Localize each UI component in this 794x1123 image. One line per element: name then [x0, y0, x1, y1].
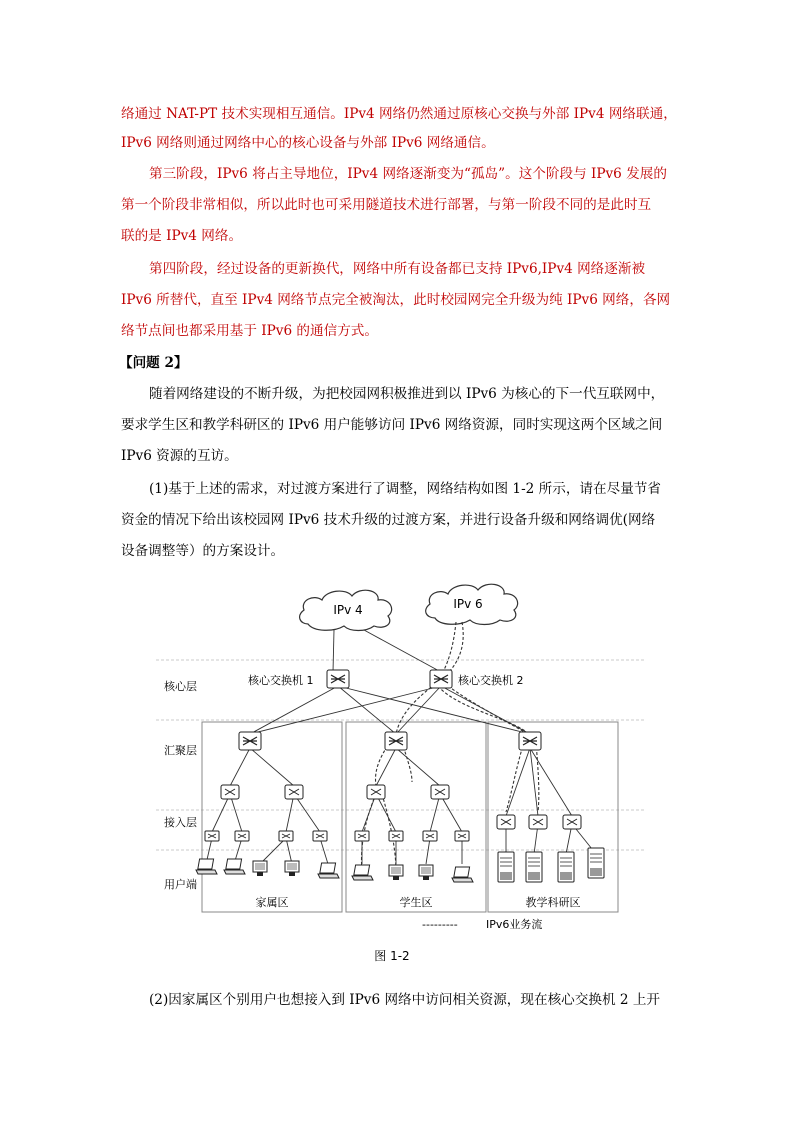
access-switch — [355, 831, 369, 841]
server-icon — [498, 852, 514, 882]
aggregation-switch-student — [385, 732, 407, 750]
paragraph-4-line-3: IPv6 资源的互访。 — [121, 448, 238, 464]
core-switch-2-label: 核心交换机 2 — [458, 674, 524, 687]
access-switch — [563, 815, 581, 829]
paragraph-6-line-1: (2)因家属区个别用户也想接入到 IPv6 网络中访问相关资源，现在核心交换机 2 上开 — [149, 992, 661, 1008]
paragraph-3-line-2: IPv6 所替代，直至 IPv4 网络节点完全被淘汰，此时校园网完全升级为纯 IPv6 网络，各网 — [121, 292, 671, 308]
distribution-switch — [221, 785, 239, 799]
aggregation-switch-research — [519, 732, 541, 750]
layer-core-label: 核心层 — [164, 680, 197, 693]
paragraph-2-line-2: 第一个阶段非常相似，所以此时也可采用隧道技术进行部署，与第一阶段不同的是此时互 — [121, 197, 652, 213]
paragraph-1-line-1: 络通过 NAT-PT 技术实现相互通信。IPv4 网络仍然通过原核心交换与外部 IPv4 网络联通， — [121, 106, 677, 122]
access-switch — [389, 831, 403, 841]
paragraph-5-line-2: 资金的情况下给出该校园网 IPv6 技术升级的过渡方案，并进行设备升级和网络调优(网络 — [121, 512, 656, 528]
question-2-heading: 【问题 2】 — [119, 355, 188, 371]
legend-label: IPv6业务流 — [486, 918, 543, 931]
layer-access-label: 接入层 — [164, 816, 197, 829]
server-icon — [526, 852, 542, 882]
paragraph-5-line-1: (1)基于上述的需求，对过渡方案进行了调整，网络结构如图 1-2 所示，请在尽量节省 — [149, 481, 661, 497]
area-research-label: 教学科研区 — [525, 896, 581, 909]
access-switch — [313, 831, 327, 841]
distribution-switch — [285, 785, 303, 799]
layer-user-label: 用户端 — [164, 878, 197, 891]
network-diagram-figure — [150, 572, 648, 972]
ipv6-cloud-label: IPv 6 — [453, 597, 483, 611]
legend-dashes: --------- — [422, 918, 458, 931]
aggregation-switch-family — [239, 732, 261, 750]
paragraph-2-line-1: 第三阶段，IPv6 将占主导地位，IPv4 网络逐渐变为“孤岛”。这个阶段与 IPv6 发展的 — [149, 166, 667, 182]
access-switch — [279, 831, 293, 841]
figure-caption: 图 1-2 — [374, 949, 410, 963]
server-icon — [588, 848, 604, 878]
layer-aggregation-label: 汇聚层 — [164, 744, 197, 757]
paragraph-2-line-3: 联的是 IPv4 网络。 — [121, 228, 243, 244]
paragraph-5-line-3: 设备调整等）的方案设计。 — [121, 543, 285, 559]
core-switch-1-label: 核心交换机 1 — [248, 674, 314, 687]
area-family-label: 家属区 — [255, 896, 289, 909]
access-switch — [455, 831, 469, 841]
access-switch — [423, 831, 437, 841]
paragraph-1-line-2: IPv6 网络则通过网络中心的核心设备与外部 IPv6 网络通信。 — [121, 135, 495, 151]
area-student-label: 学生区 — [399, 896, 433, 909]
ipv4-cloud-label: IPv 4 — [333, 603, 363, 617]
paragraph-3-line-1: 第四阶段，经过设备的更新换代，网络中所有设备都已支持 IPv6,IPv4 网络逐渐被 — [149, 261, 646, 277]
access-switch — [205, 831, 219, 841]
server-icon — [558, 852, 574, 882]
access-switch — [529, 815, 547, 829]
paragraph-4-line-1: 随着网络建设的不断升级，为把校园网积极推进到以 IPv6 为核心的下一代互联网中， — [149, 386, 665, 402]
access-switch — [497, 815, 515, 829]
access-switch — [235, 831, 249, 841]
paragraph-3-line-3: 络节点间也都采用基于 IPv6 的通信方式。 — [121, 323, 378, 339]
distribution-switch — [367, 785, 385, 799]
paragraph-4-line-2: 要求学生区和教学科研区的 IPv6 用户能够访问 IPv6 网络资源，同时实现这两个区域之间 — [121, 417, 663, 433]
distribution-switch — [431, 785, 449, 799]
